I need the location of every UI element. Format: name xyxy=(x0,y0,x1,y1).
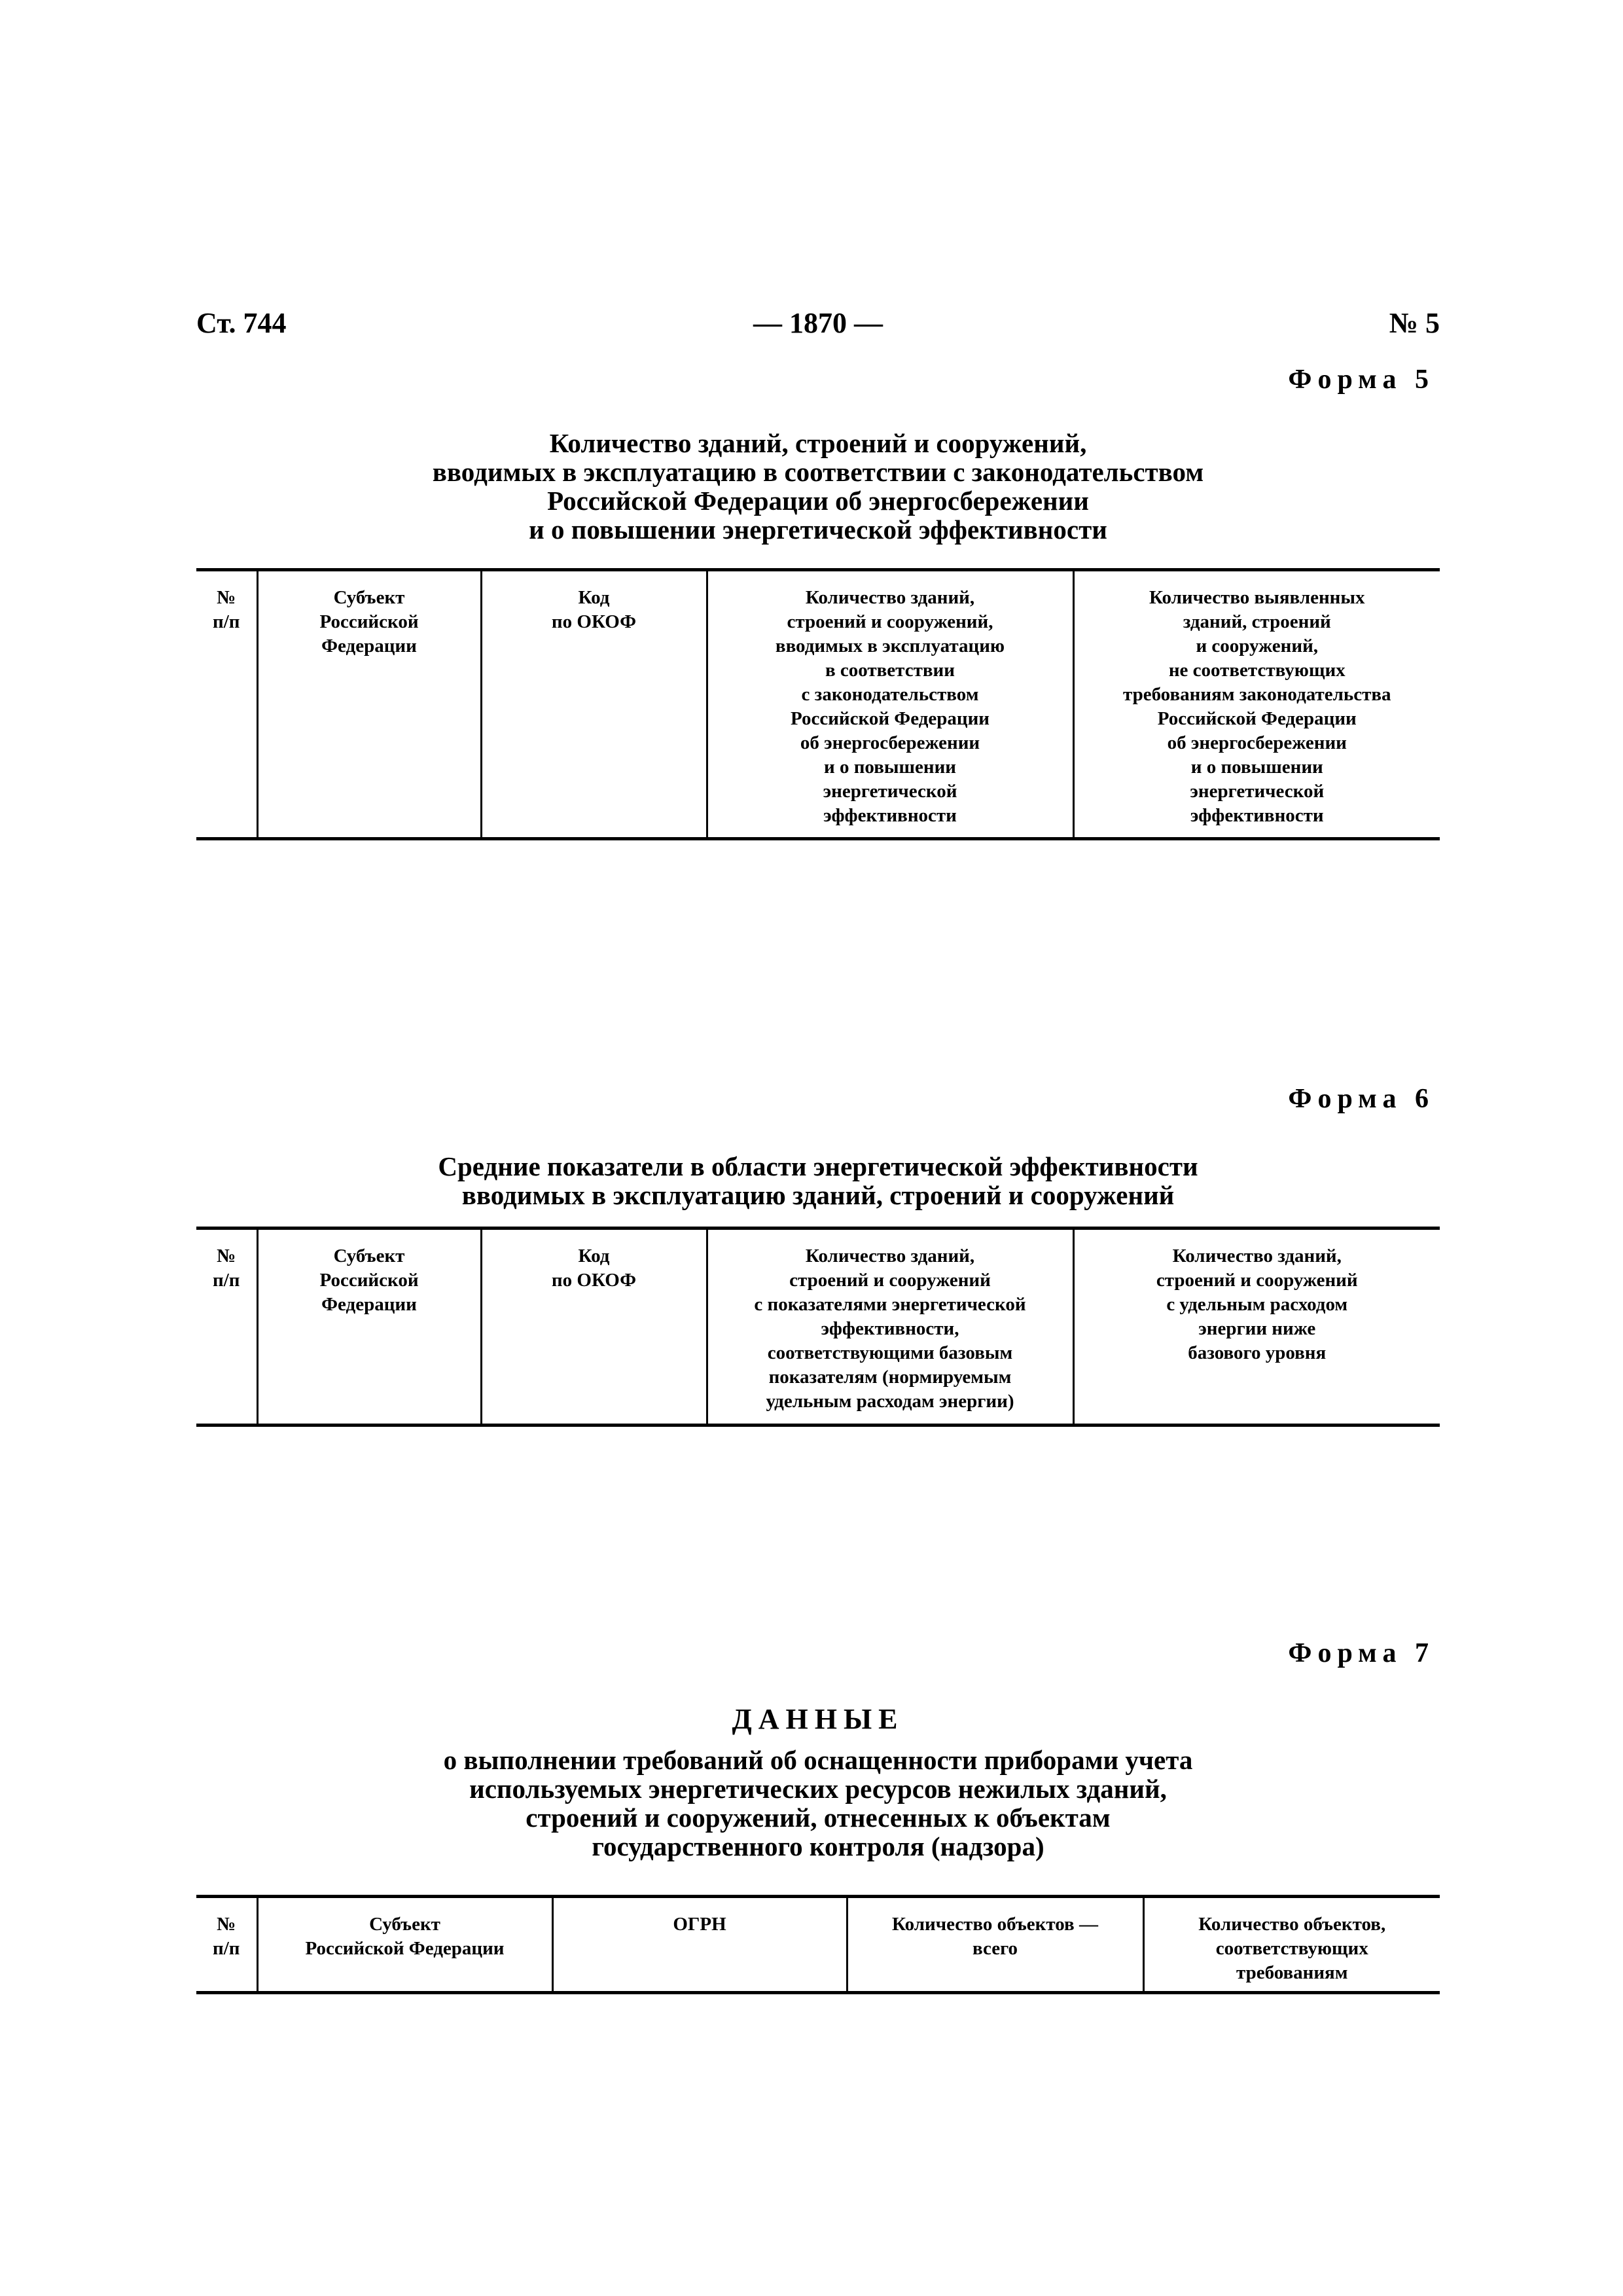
form7-title-line: государственного контроля (надзора) xyxy=(592,1831,1044,1861)
page-header xyxy=(196,306,1440,346)
form5-table xyxy=(196,568,1440,840)
form5-title-line: Российской Федерации об энергосбережении xyxy=(547,486,1089,516)
column-header-okof-code: Код по ОКОФ xyxy=(481,1229,707,1426)
column-header-buildings-noncompliant: Количество выявленных зданий, строений и сооружений, не соответствующих требованиям законодательства Российской Федерации об энергосбережении и о повышении энергетической эффективности xyxy=(1073,570,1440,839)
page-number: — 1870 — xyxy=(753,307,883,339)
form7-title-line: используемых энергетических ресурсов нежилых зданий, xyxy=(469,1774,1167,1804)
article-number: Ст. 744 xyxy=(196,307,287,339)
form5-header-row xyxy=(196,570,1440,839)
column-header-buildings-below-baseline: Количество зданий, строений и сооружений с удельным расходом энергии ниже базового уровня xyxy=(1073,1229,1440,1426)
form7-title xyxy=(196,1705,1440,1861)
column-header-okof-code: Код по ОКОФ xyxy=(481,570,707,839)
form6-label: Форма 6 xyxy=(1288,1084,1435,1114)
column-header-subject: Субъект Российской Федерации xyxy=(257,570,481,839)
form7-title-line: строений и сооружений, отнесенных к объектам xyxy=(526,1803,1111,1833)
column-header-subject: Субъект Российской Федерации xyxy=(257,1229,481,1426)
form6-title-line: Средние показатели в области энергетической эффективности xyxy=(438,1151,1198,1181)
form7-label: Форма 7 xyxy=(1288,1638,1435,1668)
column-header-number: № п/п xyxy=(196,1897,257,1993)
form6-table xyxy=(196,1227,1440,1427)
issue-number: № 5 xyxy=(1389,307,1440,339)
form6-title xyxy=(196,1152,1440,1210)
column-header-ogrn: ОГРН xyxy=(552,1897,847,1993)
column-header-number: № п/п xyxy=(196,1229,257,1426)
form7-table xyxy=(196,1895,1440,1994)
column-header-subject: Субъект Российской Федерации xyxy=(257,1897,552,1993)
form5-title-line: вводимых в эксплуатацию в соответствии с законодательством xyxy=(432,457,1204,487)
form5-label: Форма 5 xyxy=(1288,365,1435,395)
column-header-number: № п/п xyxy=(196,570,257,839)
column-header-buildings-commissioned: Количество зданий, строений и сооружений, вводимых в эксплуатацию в соответствии с законодательством Российской Федерации об энергосбережении и о повышении энергетической эффективности xyxy=(707,570,1073,839)
form7-header-row xyxy=(196,1897,1440,1993)
column-header-objects-compliant: Количество объектов, соответствующих требованиям xyxy=(1143,1897,1440,1993)
column-header-objects-total: Количество объектов — всего xyxy=(847,1897,1143,1993)
form5-title xyxy=(196,429,1440,544)
form6-title-line: вводимых в эксплуатацию зданий, строений и сооружений xyxy=(461,1180,1175,1210)
form7-heading: ДАННЫЕ xyxy=(732,1703,904,1735)
form7-title-line: о выполнении требований об оснащенности приборами учета xyxy=(443,1745,1193,1775)
column-header-buildings-baseline: Количество зданий, строений и сооружений с показателями энергетической эффективности, соответствующими базовым показателям (нормируемым удельным расходам энергии) xyxy=(707,1229,1073,1426)
form5-title-line: и о повышении энергетической эффективности xyxy=(529,514,1107,545)
form6-header-row xyxy=(196,1229,1440,1426)
form5-title-line: Количество зданий, строений и сооружений, xyxy=(549,428,1087,458)
